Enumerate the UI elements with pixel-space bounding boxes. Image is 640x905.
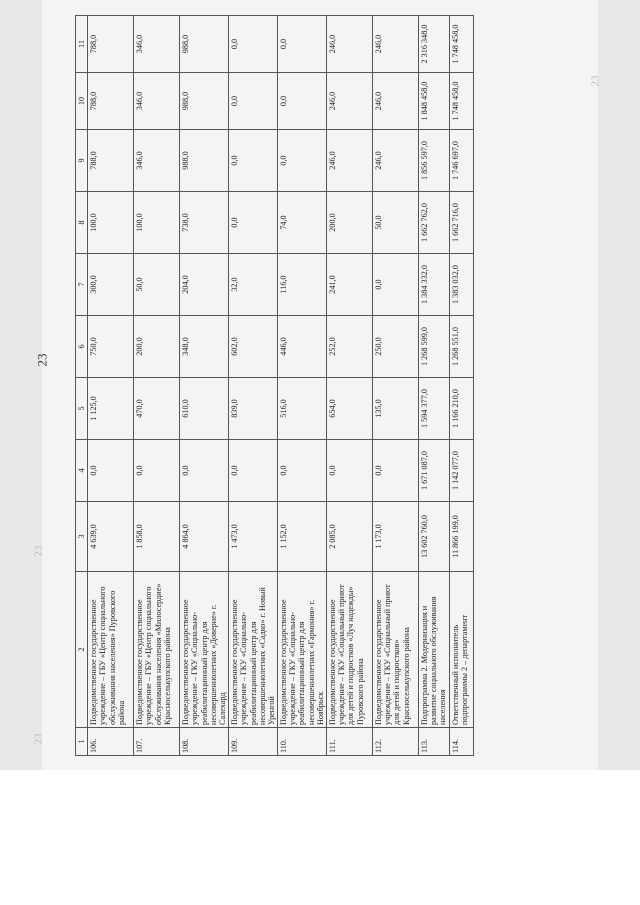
row-number: 107.: [134, 728, 180, 756]
column-number-7: 7: [76, 254, 88, 316]
value-cell: 1 173,0: [373, 502, 419, 572]
value-cell: 346,0: [134, 130, 180, 192]
column-number-11: 11: [76, 16, 88, 73]
value-cell: 100,0: [134, 192, 180, 254]
column-number-2: 2: [76, 572, 88, 728]
table-row: [134, 16, 180, 756]
value-cell: 1 594 377,0: [419, 378, 450, 440]
table-row: [419, 16, 450, 756]
column-number-4: 4: [76, 440, 88, 502]
value-cell: 1 473,0: [229, 502, 278, 572]
value-cell: 0,0: [134, 440, 180, 502]
value-cell: 246,0: [327, 73, 373, 130]
value-cell: 200,0: [134, 316, 180, 378]
value-cell: 0,0: [229, 130, 278, 192]
row-number: 109.: [229, 728, 278, 756]
value-cell: 241,0: [327, 254, 373, 316]
value-cell: 610,0: [180, 378, 229, 440]
value-cell: 250,0: [373, 316, 419, 378]
value-cell: 1 142 077,0: [449, 440, 473, 502]
value-cell: 0,0: [373, 254, 419, 316]
row-number: 110.: [278, 728, 327, 756]
value-cell: 1 848 458,0: [419, 73, 450, 130]
value-cell: 246,0: [373, 130, 419, 192]
row-number: 111.: [327, 728, 373, 756]
row-name: Подпрограмма 2. Модернизация и развитие социального обслуживания населения: [419, 572, 450, 728]
value-cell: 750,0: [88, 316, 134, 378]
value-cell: 116,0: [278, 254, 327, 316]
value-cell: 252,0: [327, 316, 373, 378]
value-cell: 788,0: [88, 130, 134, 192]
value-cell: 300,0: [88, 254, 134, 316]
value-cell: 988,0: [180, 16, 229, 73]
value-cell: 738,0: [180, 192, 229, 254]
value-cell: 246,0: [327, 130, 373, 192]
value-cell: 0,0: [229, 440, 278, 502]
value-cell: 0,0: [278, 73, 327, 130]
table-row: [180, 16, 229, 756]
value-cell: 0,0: [229, 192, 278, 254]
value-cell: 2 316 348,0: [419, 16, 450, 73]
table-row: [373, 16, 419, 756]
value-cell: 346,0: [134, 73, 180, 130]
value-cell: 1 671 087,0: [419, 440, 450, 502]
value-cell: 348,0: [180, 316, 229, 378]
value-cell: 0,0: [327, 440, 373, 502]
value-cell: 246,0: [373, 16, 419, 73]
value-cell: 204,0: [180, 254, 229, 316]
value-cell: 1 166 210,0: [449, 378, 473, 440]
table-row: [327, 16, 373, 756]
value-cell: 0,0: [278, 16, 327, 73]
row-number: 114.: [449, 728, 473, 756]
value-cell: 4 864,0: [180, 502, 229, 572]
row-number: 112.: [373, 728, 419, 756]
bleed-through-page-number: 23: [589, 75, 602, 87]
value-cell: 0,0: [229, 16, 278, 73]
value-cell: 1 856 597,0: [419, 130, 450, 192]
value-cell: 246,0: [373, 73, 419, 130]
row-name: Ответственный исполнитель подпрограммы 2 – департамент: [449, 572, 473, 728]
value-cell: 0,0: [278, 440, 327, 502]
rotated-table-container: [75, 16, 565, 756]
column-number-1: 1: [76, 728, 88, 756]
page-number: 23: [34, 353, 50, 367]
value-cell: 988,0: [180, 130, 229, 192]
row-name: Подведомственное государственное учреждение – ГБУ «Центр социального обслуживания населения «Милосердие» Красноселькупского района: [134, 572, 180, 728]
value-cell: 1 125,0: [88, 378, 134, 440]
value-cell: 74,0: [278, 192, 327, 254]
value-cell: 1 748 458,0: [449, 16, 473, 73]
row-number: 113.: [419, 728, 450, 756]
value-cell: 246,0: [327, 16, 373, 73]
value-cell: 988,0: [180, 73, 229, 130]
column-number-3: 3: [76, 502, 88, 572]
value-cell: 654,0: [327, 378, 373, 440]
column-number-5: 5: [76, 378, 88, 440]
value-cell: 0,0: [229, 73, 278, 130]
value-cell: 1 662 716,0: [449, 192, 473, 254]
value-cell: 1 662 762,0: [419, 192, 450, 254]
value-cell: 0,0: [373, 440, 419, 502]
value-cell: 0,0: [180, 440, 229, 502]
value-cell: 788,0: [88, 16, 134, 73]
value-cell: 13 602 760,0: [419, 502, 450, 572]
row-number: 108.: [180, 728, 229, 756]
table-body: [88, 16, 473, 756]
column-number-6: 6: [76, 316, 88, 378]
table-row: [278, 16, 327, 756]
value-cell: 1 384 332,0: [419, 254, 450, 316]
table-row: [88, 16, 134, 756]
value-cell: 1 858,0: [134, 502, 180, 572]
row-name: Подведомственное государственное учреждение – ГКУ «Социальный приют для детей и подростков» Красноселькупского района: [373, 572, 419, 728]
value-cell: 4 639,0: [88, 502, 134, 572]
value-cell: 100,0: [88, 192, 134, 254]
value-cell: 839,0: [229, 378, 278, 440]
bleed-through-page-number: 23: [32, 545, 45, 557]
value-cell: 1 152,0: [278, 502, 327, 572]
value-cell: 50,0: [134, 254, 180, 316]
budget-table: [75, 15, 474, 756]
value-cell: 1 748 458,0: [449, 73, 473, 130]
value-cell: 1 746 697,0: [449, 130, 473, 192]
value-cell: 2 085,0: [327, 502, 373, 572]
row-name: Подведомственное государственное учреждение – ГКУ «Социальный приют для детей и подростков «Луч надежды» Пуровского района: [327, 572, 373, 728]
value-cell: 516,0: [278, 378, 327, 440]
value-cell: 1 268 551,0: [449, 316, 473, 378]
table-row: [229, 16, 278, 756]
row-name: Подведомственное государственное учреждение – ГКУ «Социально-реабилитационный центр для несовершеннолетних «Садко» г. Новый Уренгой: [229, 572, 278, 728]
value-cell: 602,0: [229, 316, 278, 378]
column-number-8: 8: [76, 192, 88, 254]
value-cell: 11 866 199,0: [449, 502, 473, 572]
value-cell: 788,0: [88, 73, 134, 130]
value-cell: 346,0: [134, 16, 180, 73]
value-cell: 470,0: [134, 378, 180, 440]
bleed-through-page-number: 23: [32, 733, 45, 745]
column-number-9: 9: [76, 130, 88, 192]
row-name: Подведомственное государственное учреждение – ГКУ «Социально-реабилитационный центр для несовершеннолетних «Гармония» г. Ноябрьск: [278, 572, 327, 728]
table-row: [449, 16, 473, 756]
value-cell: 135,0: [373, 378, 419, 440]
value-cell: 200,0: [327, 192, 373, 254]
value-cell: 0,0: [88, 440, 134, 502]
value-cell: 446,0: [278, 316, 327, 378]
row-name: Подведомственное государственное учреждение – ГКУ «Социально-реабилитационный центр для несовершеннолетних «Доверие» г. Салехард: [180, 572, 229, 728]
column-number-row: [76, 16, 88, 756]
value-cell: 1 383 032,0: [449, 254, 473, 316]
value-cell: 50,0: [373, 192, 419, 254]
value-cell: 32,0: [229, 254, 278, 316]
row-number: 106.: [88, 728, 134, 756]
row-name: Подведомственное государственное учреждение – ГБУ «Центр социального обслуживания населения» Пуровского района: [88, 572, 134, 728]
value-cell: 1 268 599,0: [419, 316, 450, 378]
value-cell: 0,0: [278, 130, 327, 192]
column-number-10: 10: [76, 73, 88, 130]
